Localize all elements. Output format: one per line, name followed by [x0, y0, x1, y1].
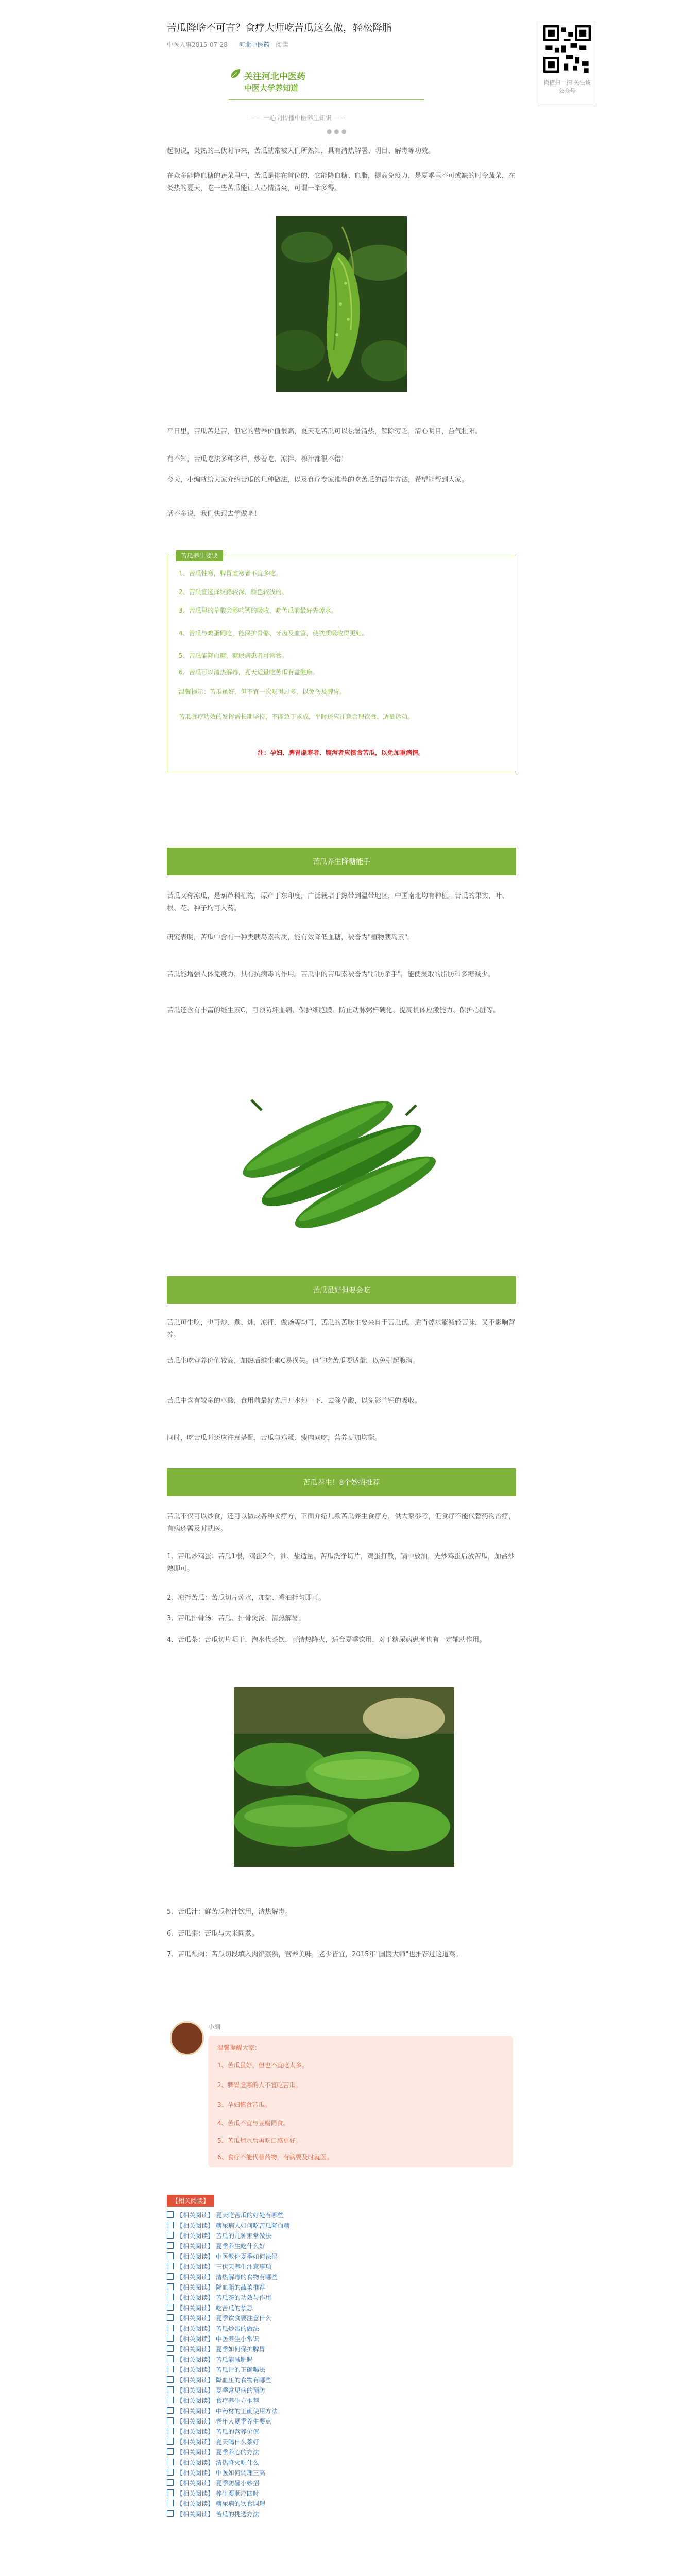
qr-caption: 微信扫一扫 关注该公众号 [543, 79, 591, 94]
checkbox-icon [167, 2242, 174, 2249]
key-point-line: 1、苦瓜性寒，脾胃虚寒者不宜多吃。 [179, 570, 282, 577]
checkbox-icon [167, 2407, 174, 2414]
bitter-melons-photo [231, 1074, 454, 1244]
key-point-line: 2、苦瓜宜选择纹路较深、颜色较浅的。 [179, 588, 288, 596]
checkbox-icon [167, 2232, 174, 2239]
reminder-line: 2、脾胃虚寒的人不宜吃苦瓜。 [217, 2081, 302, 2089]
key-point-line: 4、苦瓜与鸡蛋同吃，能保护骨骼、牙齿及血管，使铁质吸收得更好。 [179, 630, 368, 637]
section-2-title: 苦瓜虽好但要会吃 [313, 1286, 370, 1295]
related-reading-text: 【相关阅读】 苦瓜的挑选方法 [177, 2511, 259, 2518]
leaf-icon [229, 67, 242, 80]
author-section [167, 2017, 516, 2172]
related-reading-text: 【相关阅读】 糖尿病的饮食调理 [177, 2500, 265, 2507]
checkbox-icon [167, 2469, 174, 2476]
related-reading-item[interactable] [167, 2334, 476, 2344]
checkbox-icon [167, 2273, 174, 2280]
bitter-melon-market-photo [234, 1687, 454, 1867]
related-reading-item[interactable] [167, 2354, 476, 2365]
checkbox-icon [167, 2263, 174, 2269]
related-reading-text: 【相关阅读】 降血压的食物有哪些 [177, 2377, 271, 2384]
related-reading-text: 【相关阅读】 清热降火吃什么 [177, 2459, 259, 2466]
related-reading-text: 【相关阅读】 夏季养生吃什么好 [177, 2243, 265, 2250]
section-1-paragraph-2: 研究表明，苦瓜中含有一种类胰岛素物质，能有效降低血糖，被誉为"植物胰岛素"。 [167, 934, 414, 941]
checkbox-icon [167, 2283, 174, 2290]
key-point-line: 3、苦瓜里的草酸会影响钙的吸收，吃苦瓜前最好先焯水。 [179, 607, 337, 614]
checkbox-icon [167, 2397, 174, 2403]
checkbox-icon [167, 2510, 174, 2517]
related-reading-text: 【相关阅读】 苦瓜茶的功效与作用 [177, 2294, 271, 2301]
reminder-line: 6、食疗不能代替药物，有病要及时就医。 [217, 2154, 333, 2161]
checkbox-icon [167, 2325, 174, 2331]
related-reading-text: 【相关阅读】 糖尿病人如何吃苦瓜降血糖 [177, 2222, 290, 2229]
checkbox-icon [167, 2438, 174, 2445]
related-reading-item[interactable] [167, 2272, 476, 2282]
author-reminder-box [208, 2036, 513, 2167]
related-reading-text: 【相关阅读】 苦瓜炒蛋的做法 [177, 2325, 259, 2332]
related-reading-text: 【相关阅读】 中医教你夏季如何祛湿 [177, 2253, 278, 2260]
article-title: 苦瓜降啥不可言？食疗大师吃苦瓜这么做，轻松降脂 [167, 22, 392, 33]
brand-divider [229, 99, 424, 100]
checkbox-icon [167, 2500, 174, 2506]
author-avatar [170, 2021, 204, 2055]
brand-header [167, 62, 516, 139]
related-reading-text: 【相关阅读】 夏季饮食要注意什么 [177, 2315, 271, 2322]
article-meta [167, 40, 292, 49]
section-1-paragraph-4: 苦瓜还含有丰富的维生素C，可预防坏血病、保护细胞膜、防止动脉粥样硬化、提高机体应激能力、保护心脏等。 [167, 1007, 500, 1014]
related-reading-text: 【相关阅读】 食疗养生方推荐 [177, 2397, 259, 2404]
related-reading-text: 【相关阅读】 夏季养心的方法 [177, 2449, 259, 2456]
related-reading-item[interactable] [167, 2262, 476, 2272]
related-reading-item[interactable] [167, 2509, 476, 2519]
section-3-intro: 苦瓜不仅可以炒食，还可以做成各种食疗方，下面介绍几款苦瓜养生食疗方，供大家参考，但食疗不能代替药物治疗，有病还需及时就医。 [167, 1513, 516, 1533]
intro-paragraph-5: 今天，小编就给大家介绍苦瓜的几种做法，以及食疗专家推荐的吃苦瓜的最佳方法，希望能帮到大家。 [167, 476, 469, 484]
checkbox-icon [167, 2489, 174, 2496]
section-1-header [167, 848, 516, 875]
brand-slogan: —— 一心向传播中医养生知识 —— [249, 114, 346, 122]
related-reading-text: 【相关阅读】 中医养生小常识 [177, 2335, 259, 2343]
related-reading-item[interactable] [167, 2251, 476, 2262]
meta-extra: 阅读 [276, 41, 288, 48]
related-reading-item[interactable] [167, 2416, 476, 2427]
section-2-paragraph-1: 苦瓜可生吃，也可炒、煮、炖，凉拌、做汤等均可，苦瓜的苦味主要来自于苦瓜甙，适当焯水能减轻苦味，又不影响营养。 [167, 1319, 516, 1339]
related-reading-item[interactable] [167, 2427, 476, 2437]
section-3-item-3: 3、苦瓜排骨汤：苦瓜、排骨煲汤，清热解暑。 [167, 1615, 305, 1622]
section-3-item-1: 1、苦瓜炒鸡蛋：苦瓜1根，鸡蛋2个，油、盐适量。苦瓜洗净切片，鸡蛋打散，锅中放油，先炒鸡蛋后放苦瓜，加盐炒熟即可。 [167, 1553, 515, 1573]
meta-source-link[interactable]: 河北中医药 [238, 41, 270, 48]
checkbox-icon [167, 2417, 174, 2424]
key-points-box [167, 552, 516, 772]
related-reading-item[interactable] [167, 2458, 476, 2468]
related-reading-text: 【相关阅读】 夏天吃苦瓜的好处有哪些 [177, 2212, 284, 2219]
related-reading-text: 【相关阅读】 苦瓜的几种家常做法 [177, 2232, 271, 2240]
qr-code-icon [543, 25, 591, 73]
section-1-paragraph-1: 苦瓜又称凉瓜，是葫芦科植物，原产于东印度，广泛栽培于热带到温带地区，中国南北均有种植。苦瓜的果实、叶、根、花、种子均可入药。 [167, 892, 509, 912]
related-reading-item[interactable] [167, 2499, 476, 2509]
intro-paragraph-1: 起初说，炎热的三伏时节来，苦瓜就常被人们所熟知，具有清热解暑、明目、解毒等功效。 [167, 147, 435, 155]
bitter-melon-vine-illustration [276, 216, 407, 392]
related-reading-item[interactable] [167, 2210, 476, 2221]
checkbox-icon [167, 2222, 174, 2228]
section-2-paragraph-4: 同时，吃苦瓜时还应注意搭配，苦瓜与鸡蛋、瘦肉同吃，营养更加均衡。 [167, 1434, 382, 1442]
checkbox-icon [167, 2479, 174, 2486]
related-reading-text: 【相关阅读】 中药材的正确使用方法 [177, 2408, 278, 2415]
key-point-line: 苦瓜食疗功效的发挥需长期坚持，不能急于求成，平时还应注意合理饮食、适量运动。 [179, 713, 414, 720]
key-point-line: 6、苦瓜可以清热解毒，夏天适量吃苦瓜有益健康。 [179, 669, 319, 676]
checkbox-icon [167, 2376, 174, 2383]
section-1-paragraph-3: 苦瓜能增强人体免疫力，具有抗病毒的作用。苦瓜中的苦瓜素被誉为"脂肪杀手"，能使摄取的脂肪和多糖减少。 [167, 971, 494, 978]
related-reading-text: 【相关阅读】 夏季如何保护脾胃 [177, 2346, 265, 2353]
meta-date: 中医人事2015-07-28 [167, 41, 228, 48]
section-2-paragraph-2: 苦瓜生吃营养价值较高，加热后维生素C易损失。但生吃苦瓜要适量，以免引起腹泻。 [167, 1357, 420, 1365]
related-reading-text: 【相关阅读】 苦瓜的营养价值 [177, 2428, 259, 2435]
intro-paragraph-2: 在众多能降血糖的蔬菜里中，苦瓜是排在首位的，它能降血糖、血脂，提高免疫力，是夏季里不可或缺的时令蔬菜，在炎热的夏天，吃一些苦瓜能让人心情清爽，可谓一举多得。 [167, 172, 516, 192]
checkbox-icon [167, 2335, 174, 2342]
bitter-melons-illustration [231, 1074, 454, 1244]
key-points-warning: 注：孕妇、脾胃虚寒者、腹泻者应慎食苦瓜，以免加重病情。 [257, 749, 424, 756]
related-reading-text: 【相关阅读】 夏季防暑小妙招 [177, 2480, 259, 2487]
related-reading-item[interactable] [167, 2344, 476, 2354]
key-point-line: 5、苦瓜能降血糖，糖尿病患者可常食。 [179, 652, 288, 659]
checkbox-icon [167, 2355, 174, 2362]
checkbox-icon [167, 2459, 174, 2465]
section-3-item-6: 6、苦瓜粥：苦瓜与大米同煮。 [167, 1930, 259, 1938]
related-reading-item[interactable] [167, 2303, 476, 2313]
reminder-line: 3、孕妇慎食苦瓜。 [217, 2101, 271, 2108]
section-3-item-7: 7、苦瓜酿肉：苦瓜切段填入肉馅蒸熟，营养美味，老少皆宜，2015年"国医大师"也推荐过这道菜。 [167, 1951, 463, 1958]
related-reading-item[interactable] [167, 2221, 476, 2231]
intro-paragraph-4: 有不知，苦瓜吃法多种多样，炒着吃、凉拌、榨汁都很不错！ [167, 455, 348, 463]
bitter-melon-market-illustration [234, 1687, 454, 1867]
related-reading-text: 【相关阅读】 中医如何调理三高 [177, 2469, 265, 2477]
related-reading-text: 【相关阅读】 养生要顺应四时 [177, 2490, 259, 2497]
related-reading-item[interactable] [167, 2241, 476, 2251]
section-3-title: 苦瓜养生！8个妙招推荐 [303, 1479, 380, 1487]
checkbox-icon [167, 2448, 174, 2455]
related-reading-text: 【相关阅读】 三伏天养生注意事项 [177, 2263, 271, 2270]
section-1-title: 苦瓜养生降糖能手 [313, 858, 370, 866]
related-reading-text: 【相关阅读】 苦瓜汁的正确喝法 [177, 2366, 265, 2374]
checkbox-icon [167, 2386, 174, 2393]
related-reading-text: 【相关阅读】 苦瓜能减肥吗 [177, 2356, 253, 2363]
section-2-header [167, 1276, 516, 1304]
key-points-tag: 苦瓜养生要诀 [176, 550, 223, 561]
checkbox-icon [167, 2294, 174, 2300]
brand-name-line1: 关注河北中医药 [244, 72, 305, 82]
checkbox-icon [167, 2345, 174, 2352]
related-reading-text: 【相关阅读】 夏季常见病的预防 [177, 2387, 265, 2394]
related-reading-item[interactable] [167, 2231, 476, 2241]
related-reading-text: 【相关阅读】 吃苦瓜的禁忌 [177, 2304, 253, 2312]
checkbox-icon [167, 2252, 174, 2259]
related-reading-item[interactable] [167, 2478, 476, 2488]
qr-side-box [539, 21, 596, 106]
reminder-line: 4、苦瓜不宜与豆腐同食。 [217, 2120, 289, 2127]
checkbox-icon [167, 2211, 174, 2218]
related-reading-item[interactable] [167, 2385, 476, 2396]
section-3-item-5: 5、苦瓜汁：鲜苦瓜榨汁饮用，清热解毒。 [167, 1908, 292, 1916]
related-reading-text: 【相关阅读】 老年人夏季养生要点 [177, 2418, 271, 2425]
checkbox-icon [167, 2428, 174, 2434]
reminder-line: 温馨提醒大家： [217, 2044, 261, 2052]
section-3-item-2: 2、凉拌苦瓜：苦瓜切片焯水，加盐、香油拌匀即可。 [167, 1594, 326, 1602]
key-point-line: 温馨提示：苦瓜虽好，但不宜一次吃得过多，以免伤及脾胃。 [179, 688, 346, 696]
section-2-paragraph-3: 苦瓜中含有较多的草酸，食用前最好先用开水焯一下，去除草酸，以免影响钙的吸收。 [167, 1397, 422, 1405]
author-name: 小编 [208, 2023, 221, 2030]
related-reading-text: 【相关阅读】 清热解毒的食物有哪些 [177, 2274, 278, 2281]
related-reading-item[interactable] [167, 2396, 476, 2406]
related-reading-item[interactable] [167, 2468, 476, 2478]
related-reading-item[interactable] [167, 2324, 476, 2334]
section-3-header [167, 1468, 516, 1496]
related-reading-item[interactable] [167, 2313, 476, 2324]
related-reading-item[interactable] [167, 2488, 476, 2499]
reminder-line: 1、苦瓜虽好，但也不宜吃太多。 [217, 2062, 308, 2069]
intro-paragraph-6: 话不多说，我们快跟去学做吧！ [167, 510, 261, 518]
related-reading-item[interactable] [167, 2282, 476, 2293]
related-reading-item[interactable] [167, 2293, 476, 2303]
related-reading-item[interactable] [167, 2375, 476, 2385]
brand-name-line2: 中医大学养知道 [244, 83, 299, 93]
related-reading-item[interactable] [167, 2406, 476, 2416]
related-reading-item[interactable] [167, 2437, 476, 2447]
related-reading-text: 【相关阅读】 夏天喝什么茶好 [177, 2438, 259, 2446]
related-reading-header: 【相关阅读】 [167, 2195, 214, 2207]
checkbox-icon [167, 2304, 174, 2311]
related-reading-item[interactable] [167, 2447, 476, 2458]
section-3-item-4: 4、苦瓜茶：苦瓜切片晒干，泡水代茶饮，可清热降火，适合夏季饮用，对于糖尿病患者也有一定辅助作用。 [167, 1636, 486, 1644]
brand-dots: ● ● ● [327, 128, 347, 135]
related-reading-item[interactable] [167, 2365, 476, 2375]
bitter-melon-vine-photo [276, 216, 407, 392]
checkbox-icon [167, 2314, 174, 2321]
intro-paragraph-3: 平日里，苦瓜苦是苦，但它的营养价值很高，夏天吃苦瓜可以祛暑清热，解除劳乏，清心明目，益气壮阳。 [167, 428, 482, 435]
checkbox-icon [167, 2366, 174, 2372]
related-reading-text: 【相关阅读】 降血脂的蔬菜推荐 [177, 2284, 265, 2291]
reminder-line: 5、苦瓜焯水后再吃口感更好。 [217, 2137, 302, 2144]
